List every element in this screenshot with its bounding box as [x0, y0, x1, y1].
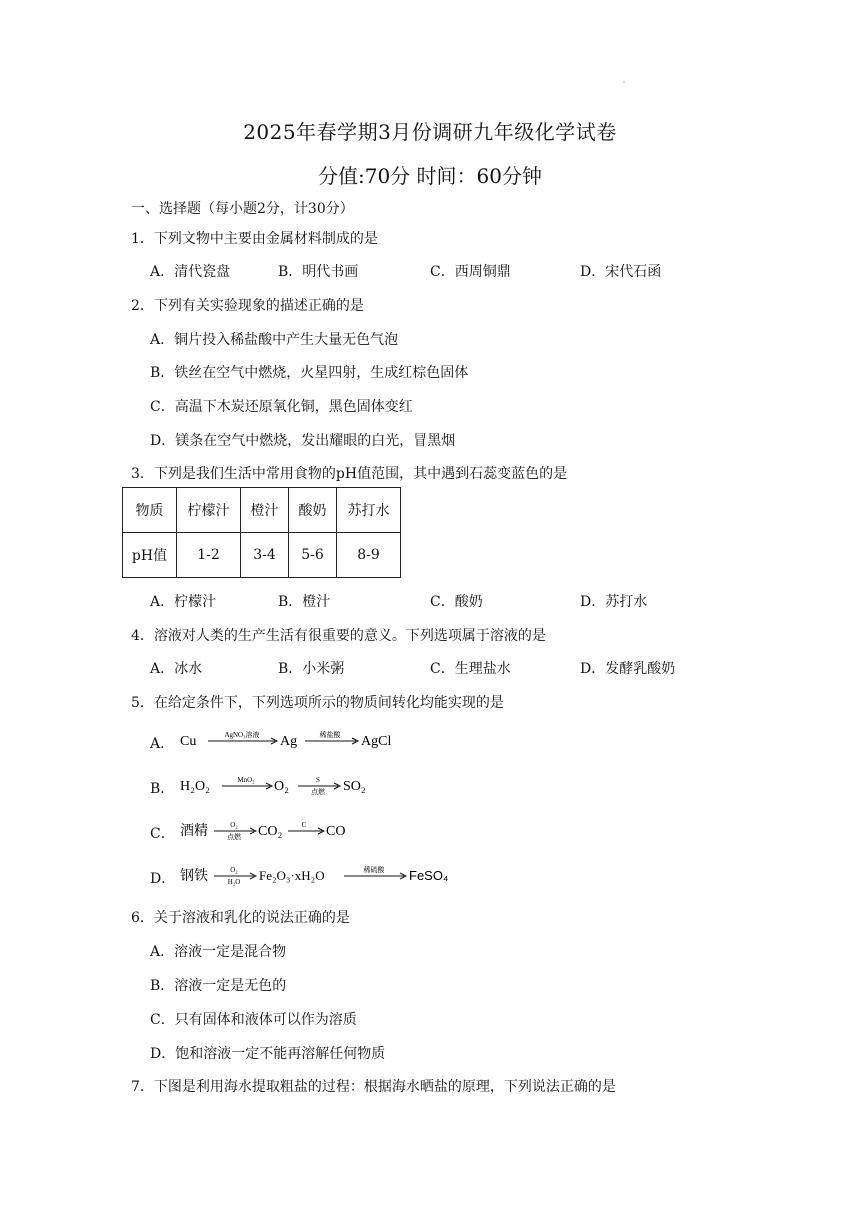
question-2-option-b: B．铁丝在空气中燃烧，火星四射，生成红棕色固体: [150, 365, 469, 381]
scan-speck: [623, 81, 625, 83]
option-c: C．生理盐水: [430, 661, 511, 677]
option-c: C．酸奶: [430, 594, 483, 610]
question-3-options: [150, 591, 710, 611]
option-a: A．柠檬汁: [150, 594, 217, 610]
option-label: D．: [150, 871, 176, 887]
reagent-label: O₂: [230, 821, 238, 829]
question-2-option-d: D．镁条在空气中燃烧，发出耀眼的白光，冒黑烟: [150, 433, 456, 449]
option-d: D．苏打水: [580, 594, 648, 610]
reactant: H₂O₂: [180, 779, 210, 794]
question-1-options: [150, 261, 710, 281]
question-6-option-c: C．只有固体和液体可以作为溶质: [150, 1012, 357, 1028]
table-cell: 5-6: [289, 533, 337, 578]
reagent-label: 稀盐酸: [319, 731, 341, 739]
table-cell: 物质: [123, 488, 177, 533]
ph-table: [122, 487, 401, 578]
reaction-scheme-b: [178, 770, 518, 800]
question-6-stem: 6．关于溶液和乳化的说法正确的是: [131, 910, 350, 926]
condition-label: 点燃: [227, 833, 241, 841]
question-6-option-a: A．溶液一定是混合物: [150, 944, 287, 960]
intermediate: Ag: [280, 734, 298, 749]
intermediate: Fe₂O₃·xH₂O: [259, 868, 325, 883]
ph-table-value-row: [123, 533, 401, 578]
reactant: Cu: [180, 734, 197, 749]
condition-label: 点燃: [311, 788, 325, 796]
ph-table-header-row: [123, 488, 401, 533]
question-4-options: [150, 658, 710, 678]
table-cell: 1-2: [177, 533, 241, 578]
option-b: B．小米粥: [278, 661, 345, 677]
exam-title: 2025年春学期3月份调研九年级化学试卷: [243, 120, 617, 144]
question-3-stem: 3．下列是我们生活中常用食物的pH值范围，其中遇到石蕊变蓝色的是: [131, 466, 568, 482]
product: CO: [326, 824, 346, 839]
reagent-label: O₂: [230, 866, 238, 874]
reaction-scheme-c: [178, 815, 518, 845]
reagent-label: S: [316, 776, 320, 784]
question-4-stem: 4．溶液对人类的生产生活有很重要的意义。下列选项属于溶液的是: [131, 628, 546, 644]
question-2-option-c: C．高温下木炭还原氧化铜，黑色固体变红: [150, 399, 413, 415]
option-label: A．: [150, 736, 175, 752]
option-label: B．: [150, 781, 175, 797]
option-c: C．西周铜鼎: [430, 264, 511, 280]
product: FeSO₄: [409, 868, 449, 883]
question-5-stem: 5．在给定条件下，下列选项所示的物质间转化均能实现的是: [131, 695, 504, 711]
question-1-stem: 1．下列文物中主要由金属材料制成的是: [131, 231, 378, 247]
table-cell: 8-9: [337, 533, 401, 578]
section-heading: 一、选择题（每小题2分，计30分）: [131, 201, 354, 217]
reaction-scheme-d: [178, 860, 538, 890]
product: SO₂: [343, 779, 366, 794]
option-b: B．明代书画: [278, 264, 359, 280]
reactant: 钢铁: [180, 869, 208, 884]
product: AgCl: [361, 734, 392, 749]
question-6-option-d: D．饱和溶液一定不能再溶解任何物质: [150, 1046, 386, 1062]
table-cell: 苏打水: [337, 488, 401, 533]
reagent-label: AgNO₃溶液: [224, 731, 260, 739]
exam-subtitle: 分值:70分 时间：60分钟: [318, 164, 542, 188]
table-cell: pH值: [123, 533, 177, 578]
question-6-option-b: B．溶液一定是无色的: [150, 978, 287, 994]
option-label: C．: [150, 826, 175, 842]
question-2-option-a: A．铜片投入稀盐酸中产生大量无色气泡: [150, 332, 399, 348]
table-cell: 柠檬汁: [177, 488, 241, 533]
reactant: 酒精: [180, 824, 208, 839]
question-2-stem: 2．下列有关实验现象的描述正确的是: [131, 298, 364, 314]
condition-label: H₂O: [227, 878, 241, 886]
intermediate: O₂: [274, 779, 289, 794]
table-cell: 橙汁: [241, 488, 289, 533]
question-7-stem: 7．下图是利用海水提取粗盐的过程：根据海水晒盐的原理，下列说法正确的是: [131, 1079, 616, 1095]
reagent-label: MnO₂: [237, 776, 255, 784]
table-cell: 3-4: [241, 533, 289, 578]
reagent-label: 稀硫酸: [363, 866, 385, 874]
option-d: D．发酵乳酸奶: [580, 661, 676, 677]
table-cell: 酸奶: [289, 488, 337, 533]
option-d: D．宋代石函: [580, 264, 662, 280]
option-a: A．清代瓷盘: [150, 264, 231, 280]
option-a: A．冰水: [150, 661, 203, 677]
intermediate: CO₂: [258, 824, 283, 839]
option-b: B．橙汁: [278, 594, 331, 610]
reagent-label: C: [301, 821, 307, 829]
reaction-scheme-a: [178, 725, 518, 755]
